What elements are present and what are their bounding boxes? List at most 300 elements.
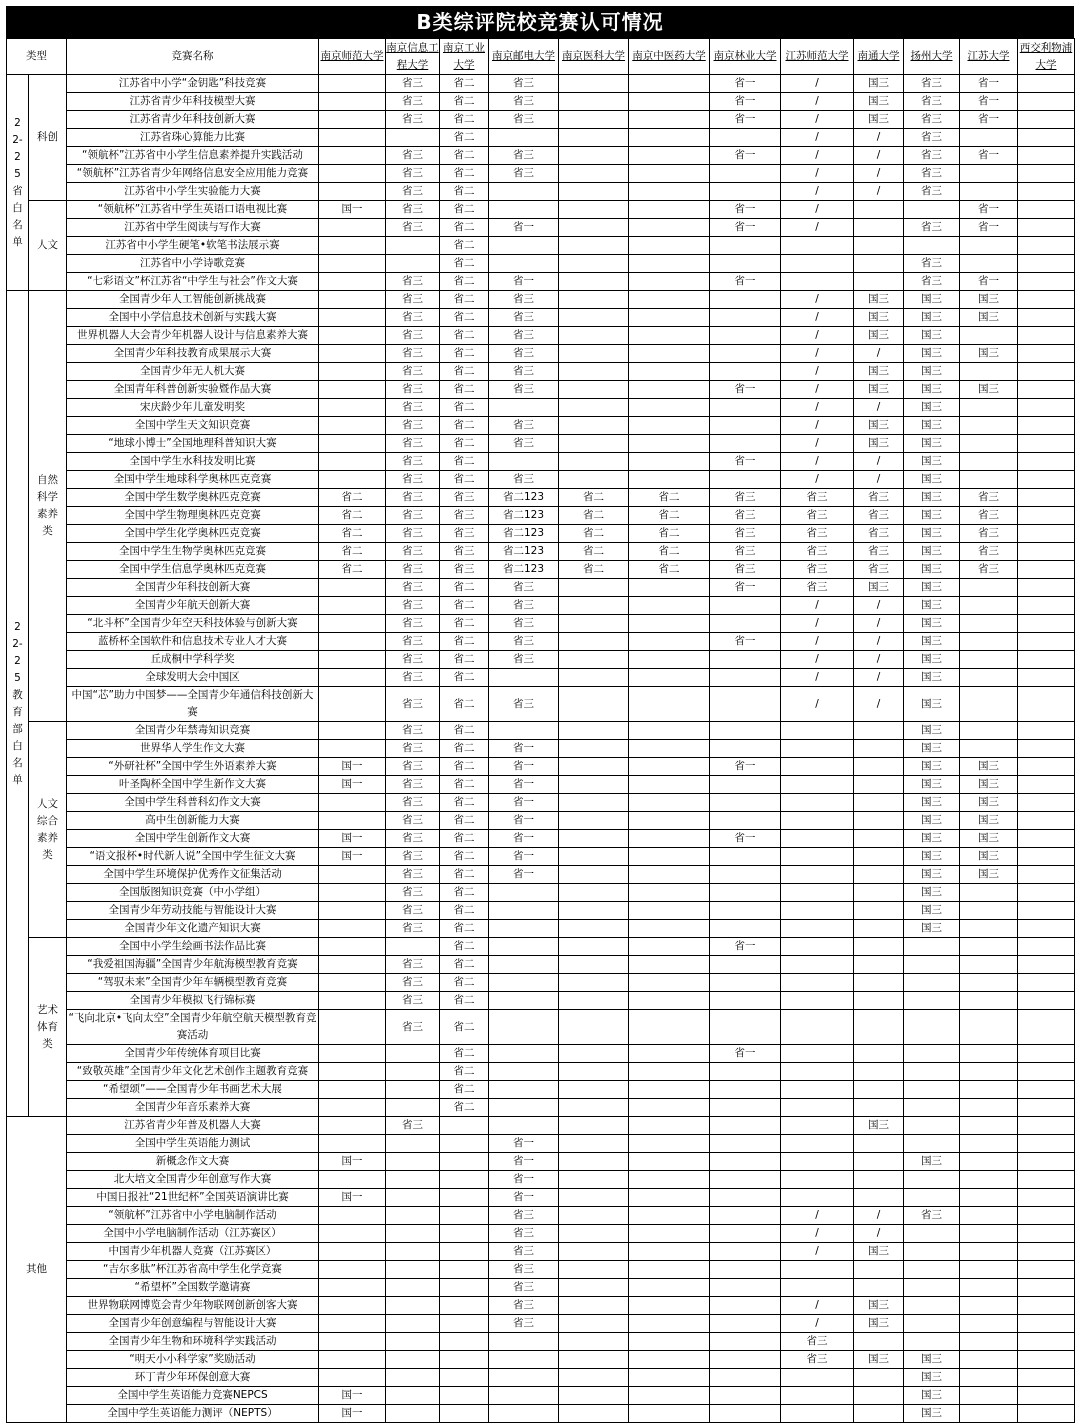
recognition-cell: 省三 bbox=[904, 165, 960, 183]
recognition-cell bbox=[559, 776, 629, 794]
table-row bbox=[7, 1387, 1075, 1405]
recognition-cell: 省一 bbox=[489, 794, 559, 812]
recognition-cell bbox=[319, 1099, 386, 1117]
recognition-cell: 省三 bbox=[386, 902, 440, 920]
table-row bbox=[7, 489, 1075, 507]
recognition-cell bbox=[559, 740, 629, 758]
recognition-cell bbox=[1018, 1189, 1075, 1207]
recognition-cell bbox=[559, 830, 629, 848]
recognition-cell: 省三 bbox=[386, 992, 440, 1010]
recognition-cell: 国三 bbox=[854, 309, 904, 327]
recognition-cell: 省三 bbox=[386, 920, 440, 938]
recognition-cell bbox=[559, 111, 629, 129]
recognition-cell: 省一 bbox=[710, 830, 781, 848]
recognition-cell: 国三 bbox=[904, 381, 960, 399]
recognition-cell bbox=[960, 687, 1018, 722]
recognition-cell bbox=[440, 1333, 489, 1351]
recognition-cell: 省二 bbox=[559, 561, 629, 579]
recognition-cell: 省二 bbox=[440, 651, 489, 669]
recognition-cell: 省三 bbox=[386, 669, 440, 687]
recognition-cell bbox=[319, 866, 386, 884]
header-university: 南京中医药大学 bbox=[629, 39, 710, 75]
recognition-cell bbox=[854, 1369, 904, 1387]
recognition-cell: 省三 bbox=[904, 111, 960, 129]
recognition-cell: 省二 bbox=[440, 165, 489, 183]
recognition-cell: 省三 bbox=[386, 1010, 440, 1045]
recognition-cell bbox=[629, 1315, 710, 1333]
table-row bbox=[7, 399, 1075, 417]
recognition-cell: 省三 bbox=[386, 722, 440, 740]
recognition-cell bbox=[710, 1135, 781, 1153]
competition-name: “飞向北京•飞向太空”全国青少年航空航天模型教育竞赛活动 bbox=[67, 1010, 319, 1045]
competition-name: 江苏省中小学生实验能力大赛 bbox=[67, 183, 319, 201]
recognition-cell bbox=[781, 938, 854, 956]
table-row bbox=[7, 956, 1075, 974]
recognition-cell: 省三 bbox=[386, 417, 440, 435]
recognition-cell: 省三 bbox=[489, 147, 559, 165]
recognition-cell bbox=[489, 1387, 559, 1405]
recognition-cell bbox=[319, 956, 386, 974]
recognition-cell bbox=[319, 992, 386, 1010]
recognition-cell: 省一 bbox=[489, 758, 559, 776]
recognition-cell bbox=[904, 1117, 960, 1135]
recognition-cell bbox=[904, 1189, 960, 1207]
recognition-cell: 省三 bbox=[489, 165, 559, 183]
recognition-cell: 省一 bbox=[489, 1153, 559, 1171]
recognition-cell bbox=[559, 471, 629, 489]
recognition-cell bbox=[710, 237, 781, 255]
table-row bbox=[7, 776, 1075, 794]
table-row bbox=[7, 543, 1075, 561]
recognition-cell bbox=[629, 597, 710, 615]
subgroup-label: 人文 bbox=[29, 201, 67, 291]
competition-name: 全国中学生创新作文大赛 bbox=[67, 830, 319, 848]
recognition-cell bbox=[559, 183, 629, 201]
recognition-cell: / bbox=[781, 147, 854, 165]
recognition-cell bbox=[629, 740, 710, 758]
recognition-cell bbox=[1018, 1135, 1075, 1153]
competition-name: 全国青少年科技创新大赛 bbox=[67, 579, 319, 597]
table-row bbox=[7, 848, 1075, 866]
recognition-cell bbox=[960, 255, 1018, 273]
recognition-cell bbox=[559, 669, 629, 687]
recognition-cell bbox=[710, 1315, 781, 1333]
recognition-cell: 省三 bbox=[386, 93, 440, 111]
recognition-cell: 省二 bbox=[440, 920, 489, 938]
recognition-cell bbox=[629, 255, 710, 273]
recognition-cell: 省三 bbox=[960, 561, 1018, 579]
recognition-cell: 省三 bbox=[854, 489, 904, 507]
recognition-cell bbox=[319, 1045, 386, 1063]
recognition-cell bbox=[781, 1189, 854, 1207]
recognition-cell: / bbox=[781, 183, 854, 201]
recognition-cell bbox=[710, 1387, 781, 1405]
recognition-cell bbox=[960, 884, 1018, 902]
recognition-cell: / bbox=[781, 93, 854, 111]
recognition-cell bbox=[386, 1297, 440, 1315]
recognition-cell bbox=[559, 273, 629, 291]
recognition-cell bbox=[559, 938, 629, 956]
recognition-cell bbox=[781, 1010, 854, 1045]
recognition-cell bbox=[960, 1279, 1018, 1297]
recognition-cell bbox=[960, 327, 1018, 345]
table-row bbox=[7, 1243, 1075, 1261]
recognition-cell bbox=[710, 471, 781, 489]
recognition-cell bbox=[319, 255, 386, 273]
recognition-cell bbox=[904, 1297, 960, 1315]
recognition-cell bbox=[489, 938, 559, 956]
recognition-cell: 省三 bbox=[386, 471, 440, 489]
recognition-cell bbox=[854, 938, 904, 956]
recognition-cell bbox=[781, 1135, 854, 1153]
header-university: 西交利物浦大学 bbox=[1018, 39, 1075, 75]
recognition-cell bbox=[319, 920, 386, 938]
recognition-cell bbox=[1018, 489, 1075, 507]
recognition-cell: 国三 bbox=[904, 884, 960, 902]
recognition-cell bbox=[489, 1099, 559, 1117]
recognition-cell: / bbox=[781, 363, 854, 381]
recognition-cell: 省三 bbox=[960, 507, 1018, 525]
recognition-cell bbox=[781, 1261, 854, 1279]
recognition-cell bbox=[319, 1010, 386, 1045]
recognition-cell bbox=[710, 291, 781, 309]
competition-name: 江苏省青少年普及机器人大赛 bbox=[67, 1117, 319, 1135]
recognition-cell bbox=[1018, 1081, 1075, 1099]
recognition-cell bbox=[710, 776, 781, 794]
recognition-cell: 国三 bbox=[854, 291, 904, 309]
recognition-cell bbox=[1018, 147, 1075, 165]
recognition-cell: / bbox=[854, 183, 904, 201]
recognition-cell bbox=[854, 1261, 904, 1279]
header-university: 江苏师范大学 bbox=[781, 39, 854, 75]
recognition-cell bbox=[629, 884, 710, 902]
recognition-cell bbox=[386, 1081, 440, 1099]
competition-name: 全国中学生数学奥林匹克竞赛 bbox=[67, 489, 319, 507]
recognition-cell bbox=[1018, 237, 1075, 255]
recognition-cell: 省二 bbox=[440, 1045, 489, 1063]
recognition-cell bbox=[960, 1135, 1018, 1153]
recognition-cell bbox=[1018, 1279, 1075, 1297]
recognition-cell bbox=[629, 111, 710, 129]
competition-name: 全国青少年传统体育项目比赛 bbox=[67, 1045, 319, 1063]
recognition-cell: 国三 bbox=[904, 920, 960, 938]
recognition-cell: 国三 bbox=[904, 561, 960, 579]
recognition-cell bbox=[960, 471, 1018, 489]
recognition-cell bbox=[629, 920, 710, 938]
recognition-cell: 国三 bbox=[904, 453, 960, 471]
competition-name: 全国中学生水科技发明比赛 bbox=[67, 453, 319, 471]
recognition-cell bbox=[440, 1207, 489, 1225]
recognition-cell bbox=[854, 866, 904, 884]
recognition-cell bbox=[319, 165, 386, 183]
header-type: 类型 bbox=[7, 39, 67, 75]
recognition-cell bbox=[854, 1010, 904, 1045]
recognition-cell bbox=[904, 992, 960, 1010]
recognition-cell bbox=[559, 1045, 629, 1063]
table-row bbox=[7, 561, 1075, 579]
header-university: 南通大学 bbox=[854, 39, 904, 75]
recognition-cell bbox=[854, 776, 904, 794]
recognition-cell: 省二 bbox=[440, 399, 489, 417]
recognition-cell: 国三 bbox=[960, 848, 1018, 866]
table-row bbox=[7, 1171, 1075, 1189]
recognition-cell bbox=[386, 1063, 440, 1081]
recognition-cell bbox=[710, 1351, 781, 1369]
recognition-cell bbox=[559, 992, 629, 1010]
recognition-cell bbox=[440, 1243, 489, 1261]
recognition-cell: / bbox=[854, 129, 904, 147]
recognition-cell bbox=[559, 974, 629, 992]
recognition-cell: 省三 bbox=[710, 561, 781, 579]
recognition-cell bbox=[319, 615, 386, 633]
recognition-cell: 国三 bbox=[960, 794, 1018, 812]
recognition-cell: 省一 bbox=[960, 93, 1018, 111]
recognition-cell: 省一 bbox=[489, 866, 559, 884]
table-row bbox=[7, 1279, 1075, 1297]
recognition-cell bbox=[781, 740, 854, 758]
recognition-cell bbox=[904, 1315, 960, 1333]
recognition-cell: 省三 bbox=[904, 255, 960, 273]
recognition-cell: / bbox=[781, 597, 854, 615]
recognition-cell: 省三 bbox=[960, 489, 1018, 507]
competition-name: 叶圣陶杯全国中学生新作文大赛 bbox=[67, 776, 319, 794]
recognition-cell: 省三 bbox=[386, 363, 440, 381]
recognition-cell bbox=[559, 687, 629, 722]
recognition-cell bbox=[960, 669, 1018, 687]
recognition-cell bbox=[1018, 201, 1075, 219]
recognition-cell: 省一 bbox=[710, 219, 781, 237]
recognition-cell: 省二 bbox=[440, 615, 489, 633]
recognition-cell bbox=[1018, 255, 1075, 273]
recognition-cell: 省三 bbox=[904, 147, 960, 165]
recognition-cell bbox=[559, 920, 629, 938]
recognition-cell bbox=[386, 1369, 440, 1387]
recognition-cell bbox=[1018, 1045, 1075, 1063]
recognition-cell bbox=[710, 309, 781, 327]
recognition-cell bbox=[960, 1225, 1018, 1243]
recognition-cell bbox=[781, 758, 854, 776]
recognition-cell: / bbox=[781, 381, 854, 399]
recognition-cell bbox=[960, 597, 1018, 615]
recognition-cell: 国三 bbox=[960, 758, 1018, 776]
recognition-cell: 省一 bbox=[710, 1045, 781, 1063]
recognition-cell bbox=[559, 884, 629, 902]
recognition-cell: 省一 bbox=[489, 740, 559, 758]
recognition-cell bbox=[710, 1153, 781, 1171]
subgroup-label: 人文综合素养类 bbox=[29, 722, 67, 938]
recognition-cell bbox=[489, 884, 559, 902]
competition-name: “语文报杯•时代新人说”全国中学生征文大赛 bbox=[67, 848, 319, 866]
recognition-cell: 省二 bbox=[440, 183, 489, 201]
recognition-cell bbox=[559, 93, 629, 111]
recognition-cell: 国三 bbox=[854, 435, 904, 453]
recognition-cell bbox=[1018, 1297, 1075, 1315]
recognition-cell bbox=[854, 830, 904, 848]
recognition-cell bbox=[629, 147, 710, 165]
recognition-cell: 省二 bbox=[440, 579, 489, 597]
recognition-cell bbox=[710, 1261, 781, 1279]
recognition-cell bbox=[1018, 938, 1075, 956]
recognition-cell: 省三 bbox=[904, 219, 960, 237]
recognition-cell: 省二 bbox=[319, 489, 386, 507]
recognition-cell bbox=[319, 1261, 386, 1279]
recognition-cell: / bbox=[781, 633, 854, 651]
recognition-cell: / bbox=[854, 471, 904, 489]
recognition-cell: 国三 bbox=[904, 633, 960, 651]
recognition-cell bbox=[781, 812, 854, 830]
recognition-cell: 省三 bbox=[386, 147, 440, 165]
recognition-cell bbox=[559, 794, 629, 812]
recognition-cell bbox=[629, 722, 710, 740]
table-row bbox=[7, 219, 1075, 237]
recognition-cell: 省三 bbox=[781, 507, 854, 525]
competition-name: 全国中小学生绘画书法作品比赛 bbox=[67, 938, 319, 956]
recognition-cell: / bbox=[781, 1243, 854, 1261]
recognition-cell bbox=[629, 399, 710, 417]
recognition-cell bbox=[629, 1333, 710, 1351]
recognition-cell: 省二 bbox=[440, 111, 489, 129]
recognition-cell bbox=[629, 129, 710, 147]
recognition-cell: / bbox=[781, 453, 854, 471]
recognition-cell: 省三 bbox=[489, 1261, 559, 1279]
recognition-cell: 省三 bbox=[386, 165, 440, 183]
recognition-cell: 省三 bbox=[489, 1225, 559, 1243]
recognition-cell bbox=[386, 1387, 440, 1405]
recognition-cell bbox=[319, 974, 386, 992]
recognition-cell: 省二 bbox=[440, 597, 489, 615]
recognition-cell bbox=[629, 1010, 710, 1045]
recognition-cell bbox=[559, 956, 629, 974]
recognition-cell: 省二 bbox=[440, 938, 489, 956]
recognition-cell bbox=[1018, 866, 1075, 884]
competition-name: 全国青少年劳动技能与智能设计大赛 bbox=[67, 902, 319, 920]
recognition-cell bbox=[386, 255, 440, 273]
recognition-cell bbox=[559, 866, 629, 884]
table-row bbox=[7, 525, 1075, 543]
recognition-cell: 省二 bbox=[559, 543, 629, 561]
recognition-cell bbox=[440, 1225, 489, 1243]
recognition-cell bbox=[960, 1351, 1018, 1369]
recognition-cell: 省一 bbox=[489, 848, 559, 866]
table-row bbox=[7, 417, 1075, 435]
recognition-cell: 国三 bbox=[960, 866, 1018, 884]
recognition-cell bbox=[559, 579, 629, 597]
recognition-cell bbox=[781, 1369, 854, 1387]
competition-name: 全国中学生化学奥林匹克竞赛 bbox=[67, 525, 319, 543]
recognition-cell bbox=[1018, 884, 1075, 902]
recognition-cell: 省三 bbox=[489, 1279, 559, 1297]
recognition-cell: 国三 bbox=[904, 291, 960, 309]
recognition-cell: 省三 bbox=[386, 687, 440, 722]
recognition-cell bbox=[489, 956, 559, 974]
table-row bbox=[7, 687, 1075, 722]
table-row bbox=[7, 830, 1075, 848]
competition-name: 全国中学生信息学奥林匹克竞赛 bbox=[67, 561, 319, 579]
recognition-cell: 省二 bbox=[440, 1081, 489, 1099]
recognition-cell bbox=[710, 1063, 781, 1081]
recognition-cell bbox=[710, 866, 781, 884]
recognition-cell: 省二 bbox=[440, 902, 489, 920]
recognition-cell: 省二 bbox=[440, 866, 489, 884]
competition-name: 全国青少年音乐素养大赛 bbox=[67, 1099, 319, 1117]
recognition-cell: 省三 bbox=[489, 1243, 559, 1261]
recognition-cell bbox=[854, 1171, 904, 1189]
group-label: 22-25省白名单 bbox=[7, 75, 29, 291]
recognition-cell bbox=[854, 255, 904, 273]
table-row bbox=[7, 93, 1075, 111]
recognition-cell bbox=[629, 687, 710, 722]
recognition-cell bbox=[904, 956, 960, 974]
recognition-cell bbox=[489, 669, 559, 687]
recognition-cell: 省三 bbox=[386, 219, 440, 237]
header-university: 南京林业大学 bbox=[710, 39, 781, 75]
recognition-cell: / bbox=[854, 147, 904, 165]
recognition-cell bbox=[629, 1063, 710, 1081]
recognition-cell bbox=[960, 1333, 1018, 1351]
table-row bbox=[7, 1153, 1075, 1171]
recognition-cell bbox=[710, 920, 781, 938]
recognition-cell bbox=[1018, 453, 1075, 471]
recognition-cell: 国三 bbox=[904, 902, 960, 920]
recognition-cell: 省二 bbox=[319, 561, 386, 579]
recognition-cell bbox=[710, 345, 781, 363]
subgroup-label: 艺术体育类 bbox=[29, 938, 67, 1117]
recognition-cell bbox=[629, 75, 710, 93]
recognition-cell bbox=[1018, 830, 1075, 848]
recognition-cell bbox=[559, 758, 629, 776]
table-row bbox=[7, 1369, 1075, 1387]
recognition-cell bbox=[854, 956, 904, 974]
recognition-cell bbox=[629, 866, 710, 884]
recognition-cell bbox=[960, 740, 1018, 758]
competition-name: “驾驭未来”全国青少年车辆模型教育竞赛 bbox=[67, 974, 319, 992]
recognition-cell: 省二 bbox=[440, 758, 489, 776]
recognition-cell bbox=[904, 1010, 960, 1045]
recognition-cell bbox=[1018, 417, 1075, 435]
recognition-cell bbox=[904, 1099, 960, 1117]
recognition-cell: 国三 bbox=[904, 435, 960, 453]
recognition-cell bbox=[960, 1315, 1018, 1333]
recognition-cell bbox=[629, 830, 710, 848]
competition-name: 全国青少年禁毒知识竞赛 bbox=[67, 722, 319, 740]
recognition-cell: 国三 bbox=[904, 345, 960, 363]
recognition-cell bbox=[489, 1117, 559, 1135]
recognition-cell bbox=[960, 453, 1018, 471]
recognition-cell bbox=[559, 1243, 629, 1261]
recognition-cell: 省二 bbox=[440, 273, 489, 291]
recognition-cell bbox=[629, 1243, 710, 1261]
recognition-cell: 省二 bbox=[629, 525, 710, 543]
recognition-cell: / bbox=[854, 651, 904, 669]
recognition-cell bbox=[629, 669, 710, 687]
recognition-cell: 省三 bbox=[386, 561, 440, 579]
recognition-cell bbox=[1018, 579, 1075, 597]
competition-name: 全国中学生英语能力测试 bbox=[67, 1135, 319, 1153]
recognition-cell: 国三 bbox=[854, 579, 904, 597]
recognition-cell bbox=[710, 1225, 781, 1243]
recognition-cell bbox=[904, 1171, 960, 1189]
recognition-cell bbox=[559, 417, 629, 435]
table-row bbox=[7, 920, 1075, 938]
recognition-cell bbox=[559, 435, 629, 453]
competition-name: 中国“芯”助力中国梦——全国青少年通信科技创新大赛 bbox=[67, 687, 319, 722]
recognition-cell: 省一 bbox=[489, 1135, 559, 1153]
recognition-cell: 省二 bbox=[559, 507, 629, 525]
recognition-cell bbox=[904, 1279, 960, 1297]
recognition-cell: 省一 bbox=[960, 273, 1018, 291]
recognition-cell: 国一 bbox=[319, 830, 386, 848]
recognition-cell bbox=[489, 920, 559, 938]
